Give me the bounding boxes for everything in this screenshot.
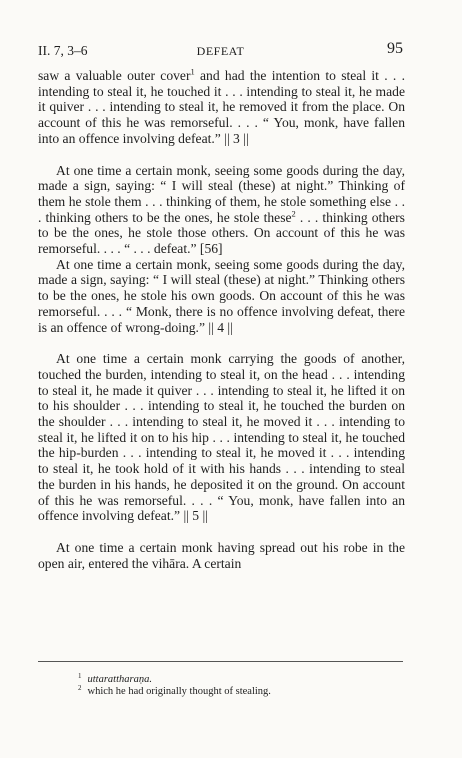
page-number: 95 [387, 40, 403, 57]
footnote: $^2$ which he had originally thought of stealing. [78, 683, 271, 697]
section-reference: II. 7, 3–6 [38, 43, 88, 58]
footnote-ref: 2 [291, 208, 296, 219]
paragraph: At one time a certain monk, seeing some goods during the day, made a sign, saying: “ I will steal (these) at night.” Thinking of them he stole them . . . thinking of them, he stole something else . . . thinking others to be the ones, he stole these$^2$ . . . thinking others to be the ones, he stole those others. On account of this he was remorseful. . . . “ . . . defeat.” [56] [38, 162, 405, 257]
footnote: $^1$ uttarattharaṇa. [78, 671, 152, 685]
paragraph: At one time a certain monk having spread out his robe in the open air, entered the vihāra. A certain [38, 539, 405, 571]
paragraph-continued: saw a valuable outer cover$^1$ and had the intention to steal it . . . intending to steal it, he touched it . . . intending to steal it, he made it quiver . . . intending to steal it, he removed it from the place. On account of this he was remorseful. . . . “ You, monk, have fallen into an offence involving defeat.” || 3 || [38, 66, 405, 146]
running-header [38, 40, 403, 59]
footnotes [78, 671, 408, 698]
footnote-divider [38, 661, 403, 662]
paragraph: At one time a certain monk, seeing some goods during the day, made a sign, saying: “ I will steal (these) at night.” Thinking others to be the ones, he stole his own goods. On account of this he was remorseful. . . . “ Monk, there is no offence involving defeat, there is an offence of wrong-doing.” || 4 || [38, 256, 405, 335]
body-text [38, 68, 405, 571]
footnote-ref: 1 [190, 66, 195, 77]
paragraph: At one time a certain monk carrying the goods of another, touched the burden, intending to steal it, on the head . . . intending to steal it, he made it quiver . . . intending to steal it, he lifted it on to his shoulder . . . intending to steal it, he touched the burden on the shoulder . . . intending to steal it, he moved it . . . intending to steal it, he lifted it on to his hip . . . intending to steal it, he touched the hip-burden . . . intending to steal it, he moved it . . . intending to steal it, he took hold of it with his hands . . . intending to steal the burden in his hands, he deposited it on the ground. On account of this he was remorseful. . . . “ You, monk, have fallen into an offence involving defeat.” || 5 || [38, 351, 405, 524]
running-title: DEFEAT [196, 44, 245, 58]
